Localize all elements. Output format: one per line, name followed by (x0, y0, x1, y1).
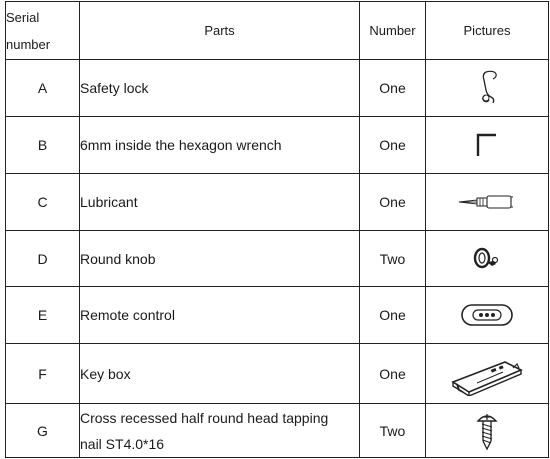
row-number: Two (360, 404, 426, 458)
table-row (6, 231, 549, 287)
row-picture (426, 404, 549, 458)
row-part: Lubricant (80, 174, 360, 231)
header-serial-line2: number (6, 36, 51, 52)
hex-wrench-icon (475, 132, 499, 158)
row-part: Key box (80, 344, 360, 404)
row-serial: C (6, 174, 80, 231)
header-row (6, 2, 549, 60)
row-serial: E (6, 287, 80, 344)
round-knob-icon (472, 246, 502, 272)
table-row (6, 287, 549, 344)
row-part-line1: Cross recessed half round head tapping (80, 410, 329, 426)
table-row (6, 344, 549, 404)
key-box-icon (447, 352, 527, 396)
header-serial-number (6, 2, 80, 60)
row-number: One (360, 174, 426, 231)
row-serial: D (6, 231, 80, 287)
row-part (80, 404, 360, 458)
table-row (6, 174, 549, 231)
row-part: 6mm inside the hexagon wrench (80, 117, 360, 174)
row-part: Safety lock (80, 60, 360, 117)
row-serial: B (6, 117, 80, 174)
tapping-screw-icon (476, 411, 498, 451)
row-serial: G (6, 404, 80, 458)
header-number: Number (360, 2, 426, 60)
remote-control-icon (460, 303, 514, 327)
row-number: One (360, 60, 426, 117)
row-number: One (360, 117, 426, 174)
row-number: One (360, 344, 426, 404)
table-row (6, 60, 549, 117)
lubricant-tube-icon (457, 192, 517, 212)
header-pictures: Pictures (426, 2, 549, 60)
row-number: Two (360, 231, 426, 287)
row-picture (426, 344, 549, 404)
row-part: Remote control (80, 287, 360, 344)
safety-lock-icon (472, 68, 502, 108)
row-serial: F (6, 344, 80, 404)
header-parts: Parts (80, 2, 360, 60)
table-row (6, 404, 549, 458)
row-serial: A (6, 60, 80, 117)
row-picture (426, 174, 549, 231)
row-part: Round knob (80, 231, 360, 287)
row-picture (426, 287, 549, 344)
table-row (6, 117, 549, 174)
parts-table (5, 1, 549, 458)
row-part-line2: nail ST4.0*16 (80, 436, 165, 452)
header-serial-line1: Serial (6, 9, 40, 25)
row-picture (426, 60, 549, 117)
row-picture (426, 117, 549, 174)
row-picture (426, 231, 549, 287)
row-number: One (360, 287, 426, 344)
